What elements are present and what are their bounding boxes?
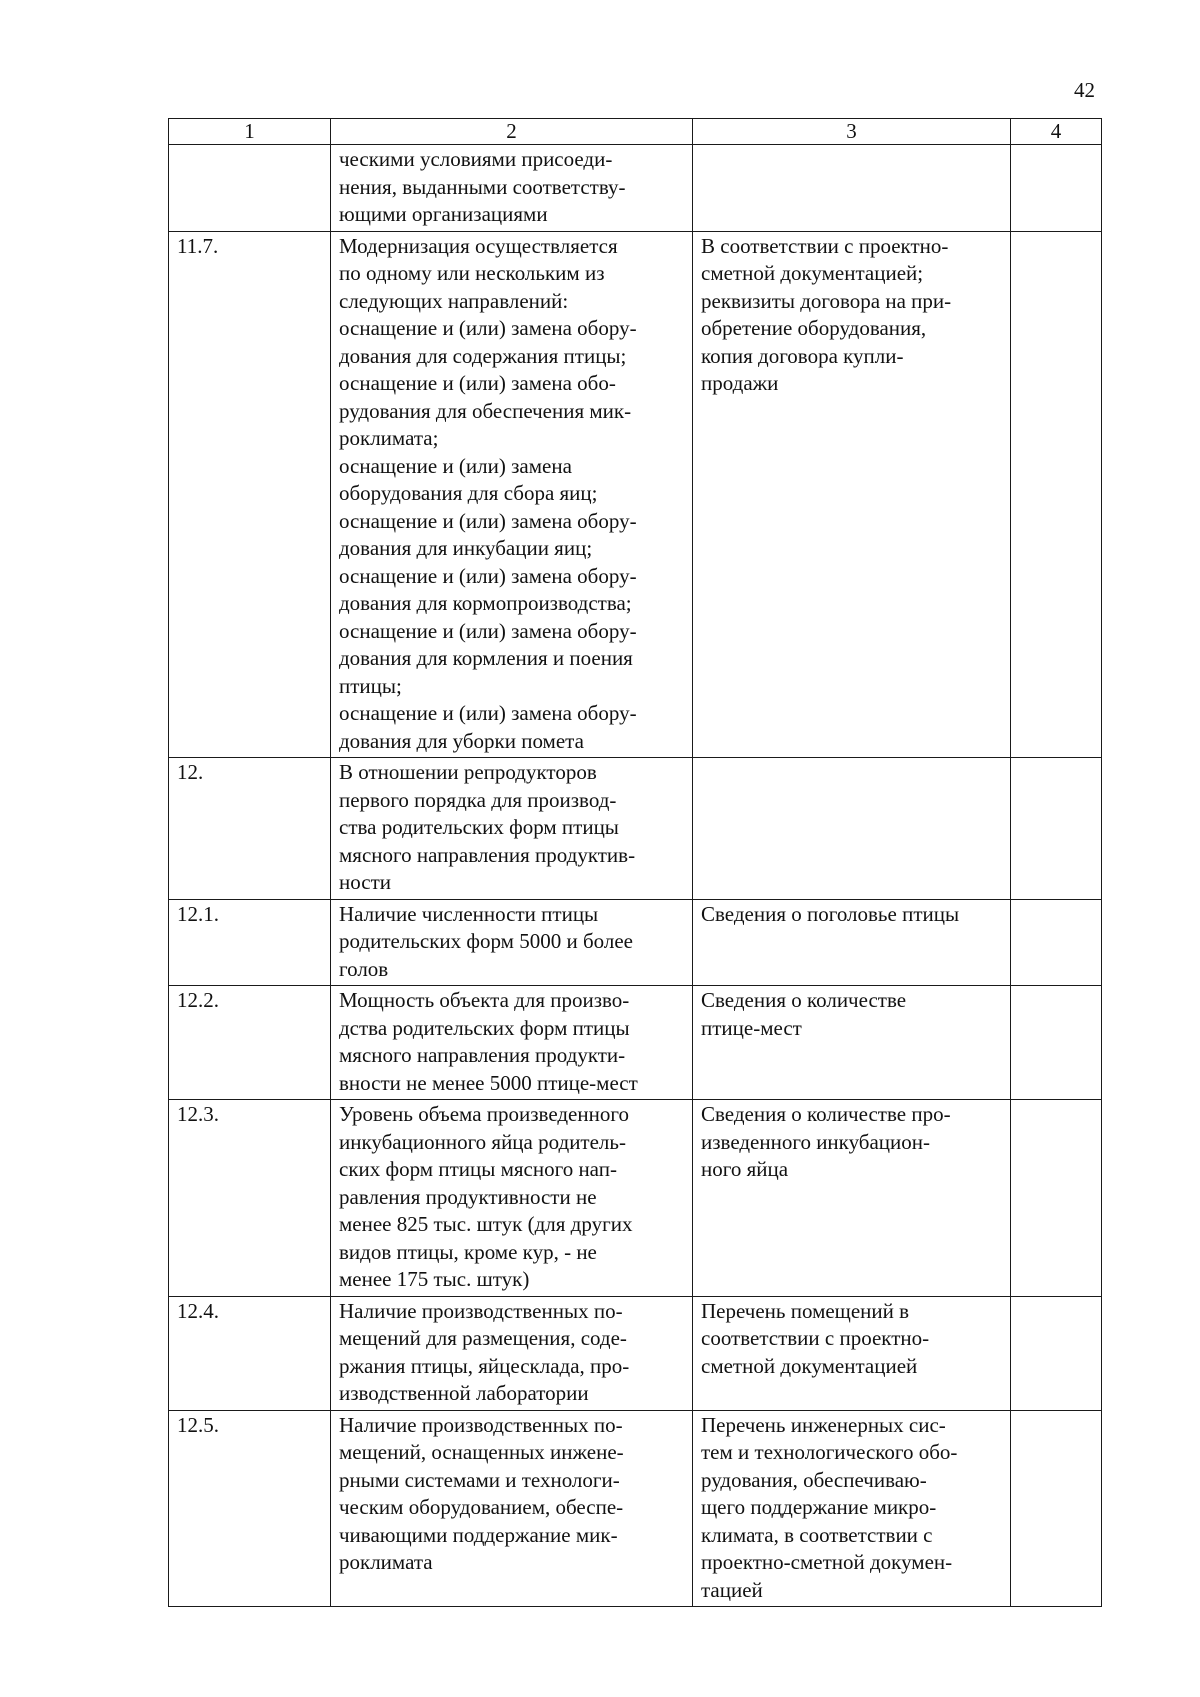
row-number: 12.1. — [169, 899, 331, 986]
table-header-row — [169, 119, 1102, 145]
table-row — [169, 231, 1102, 758]
row-score — [1011, 1100, 1102, 1297]
criteria-table — [168, 118, 1102, 1607]
row-document: Сведения о количестве птице-мест — [693, 986, 1011, 1100]
row-document — [693, 145, 1011, 232]
row-criterion: Модернизация осуществляется по одному или нескольким из следующих направлений: оснащение и (или) замена обору- дования для содержания птицы; оснащение и (или) замена обо- рудования для обеспечения мик- роклимата; оснащение и (или) замена оборудования для сбора яиц; оснащение и (или) замена обору- дования для инкубации яиц; оснащение и (или) замена обору- дования для кормопроизводства; оснащение и (или) замена обору- дования для кормления и поения птицы; оснащение и (или) замена обору- дования для уборки помета — [331, 231, 693, 758]
row-score — [1011, 899, 1102, 986]
table-row — [169, 1410, 1102, 1607]
row-document: В соответствии с проектно- сметной документацией; реквизиты договора на при- обретение оборудования, копия договора купли- продажи — [693, 231, 1011, 758]
row-number: 12.2. — [169, 986, 331, 1100]
row-criterion: Наличие производственных по- мещений для размещения, соде- ржания птицы, яйцесклада, про- изводственной лаборатории — [331, 1296, 693, 1410]
row-score — [1011, 986, 1102, 1100]
row-criterion: ческими условиями присоеди- нения, выданными соответству- ющими организациями — [331, 145, 693, 232]
page-number: 42 — [1074, 78, 1095, 102]
row-score — [1011, 231, 1102, 758]
table-row — [169, 1100, 1102, 1297]
row-number: 11.7. — [169, 231, 331, 758]
row-criterion: Мощность объекта для произво- дства родительских форм птицы мясного направления продукти- вности не менее 5000 птице-мест — [331, 986, 693, 1100]
column-header-4: 4 — [1011, 119, 1102, 145]
row-document: Сведения о поголовье птицы — [693, 899, 1011, 986]
row-number: 12.3. — [169, 1100, 331, 1297]
row-document: Перечень помещений в соответствии с проектно- сметной документацией — [693, 1296, 1011, 1410]
row-score — [1011, 758, 1102, 900]
row-document — [693, 758, 1011, 900]
table-row — [169, 758, 1102, 900]
table-row — [169, 1296, 1102, 1410]
row-number — [169, 145, 331, 232]
row-criterion: Уровень объема произведенного инкубационного яйца родитель- ских форм птицы мясного нап- равления продуктивности не менее 825 тыс. штук (для других видов птицы, кроме кур, - не менее 175 тыс. штук) — [331, 1100, 693, 1297]
row-number: 12.5. — [169, 1410, 331, 1607]
row-score — [1011, 1410, 1102, 1607]
table-row — [169, 986, 1102, 1100]
row-document: Сведения о количестве про- изведенного инкубацион- ного яйца — [693, 1100, 1011, 1297]
table-row — [169, 145, 1102, 232]
row-criterion: Наличие производственных по- мещений, оснащенных инжене- рными системами и технологи- ческим оборудованием, обеспе- чивающими поддержание мик- роклимата — [331, 1410, 693, 1607]
row-score — [1011, 145, 1102, 232]
row-number: 12.4. — [169, 1296, 331, 1410]
table-row — [169, 899, 1102, 986]
row-score — [1011, 1296, 1102, 1410]
row-document: Перечень инженерных сис- тем и технологического обо- рудования, обеспечиваю- щего поддержание микро- климата, в соответствии с проектно-сметной докумен- тацией — [693, 1410, 1011, 1607]
column-header-3: 3 — [693, 119, 1011, 145]
row-criterion: Наличие численности птицы родительских форм 5000 и более голов — [331, 899, 693, 986]
column-header-2: 2 — [331, 119, 693, 145]
column-header-1: 1 — [169, 119, 331, 145]
row-criterion: В отношении репродукторов первого порядка для производ- ства родительских форм птицы мясного направления продуктив- ности — [331, 758, 693, 900]
row-number: 12. — [169, 758, 331, 900]
